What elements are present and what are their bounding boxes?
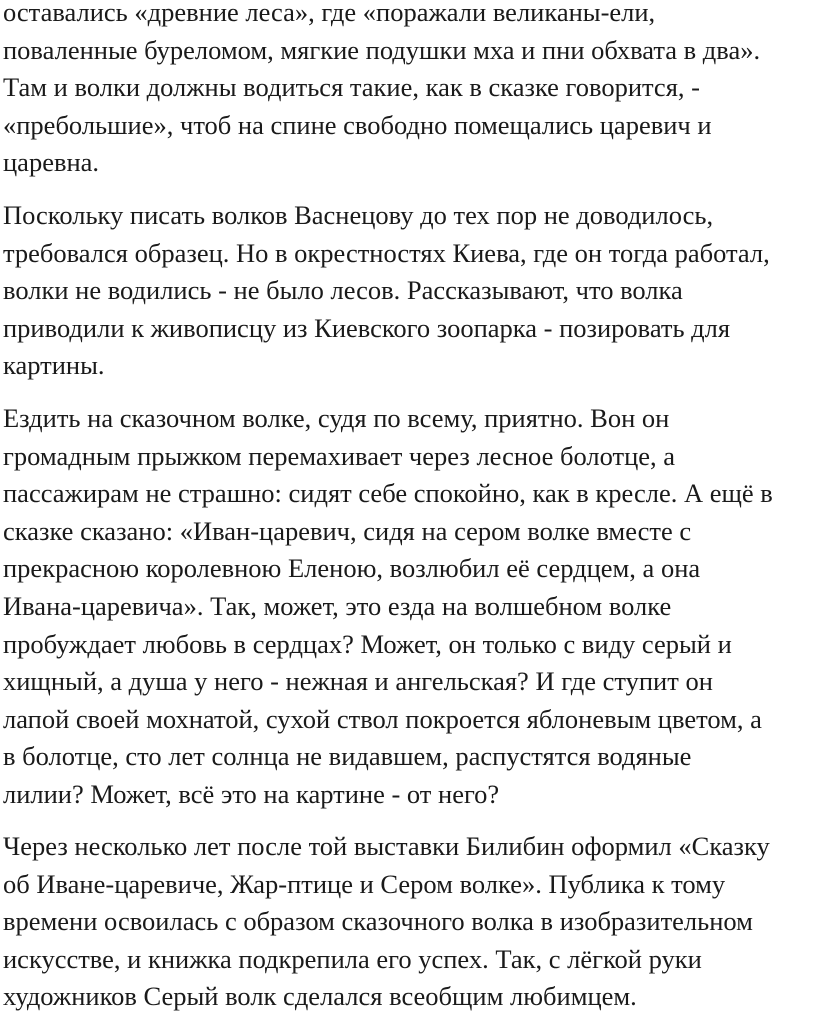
text-line: Там и волки должны водиться такие, как в сказке говорится, - [3, 72, 700, 103]
text-line: прекрасною королевною Еленою, возлюбил её сердцем, а она [3, 553, 701, 584]
text-line: времени освоилась с образом сказочного волка в изобразительном [3, 906, 753, 937]
text-line: пассажирам не страшно: сидят себе спокойно, как в кресле. А ещё в [3, 478, 773, 509]
text-line: волки не водились - не было лесов. Рассказывают, что волка [3, 275, 683, 306]
text-line: поваленные буреломом, мягкие подушки мха и пни обхвата в два». [3, 34, 761, 65]
text-line: Поскольку писать волков Васнецову до тех пор не доводилось, [3, 200, 714, 230]
text-line: картины. [3, 350, 105, 381]
paragraph-4 [3, 828, 770, 1016]
text-line: художников Серый волк сделался всеобщим любимцем. [3, 981, 637, 1012]
text-line: в болотце, сто лет солнца не видавшем, распустятся водяные [3, 741, 692, 772]
text-line: оставались «древние леса», где «поражали великаны-ели, [3, 0, 656, 27]
text-line: Через несколько лет после той выставки Билибин оформил «Сказку [3, 831, 770, 861]
text-line: Ивана-царевича». Так, может, это езда на волшебном волке [3, 590, 672, 621]
paragraph-1 [3, 0, 760, 182]
paragraph-3 [3, 400, 773, 814]
text-line: искусстве, и книжка подкрепила его успех. Так, с лёгкой руки [3, 943, 702, 974]
text-line: об Иване-царевиче, Жар-птице и Сером волке». Публика к тому [3, 868, 726, 899]
text-line: лапой своей мохнатой, сухой ствол покроется яблоневым цветом, а [3, 703, 762, 734]
text-line: лилии? Может, всё это на картине - от него? [3, 778, 500, 809]
text-line: сказке сказано: «Иван-царевич, сидя на сером волке вместе с [3, 515, 692, 546]
text-line: приводили к живописцу из Киевского зоопарка - позировать для [3, 312, 731, 343]
text-line: требовался образец. Но в окрестностях Киева, где он тогда работал, [3, 237, 770, 268]
text-line: Ездить на сказочном волке, судя по всему, приятно. Вон он [3, 403, 670, 433]
text-line: хищный, а душа у него - нежная и ангельская? И где ступит он [3, 666, 713, 697]
paragraph-2 [3, 197, 770, 385]
text-line: «пребольшие», чтоб на спине свободно помещались царевич и [3, 109, 712, 140]
text-line: громадным прыжком перемахивает через лесное болотце, а [3, 440, 676, 471]
text-line: пробуждает любовь в сердцах? Может, он только с виду серый и [3, 628, 732, 659]
text-line: царевна. [3, 147, 100, 178]
